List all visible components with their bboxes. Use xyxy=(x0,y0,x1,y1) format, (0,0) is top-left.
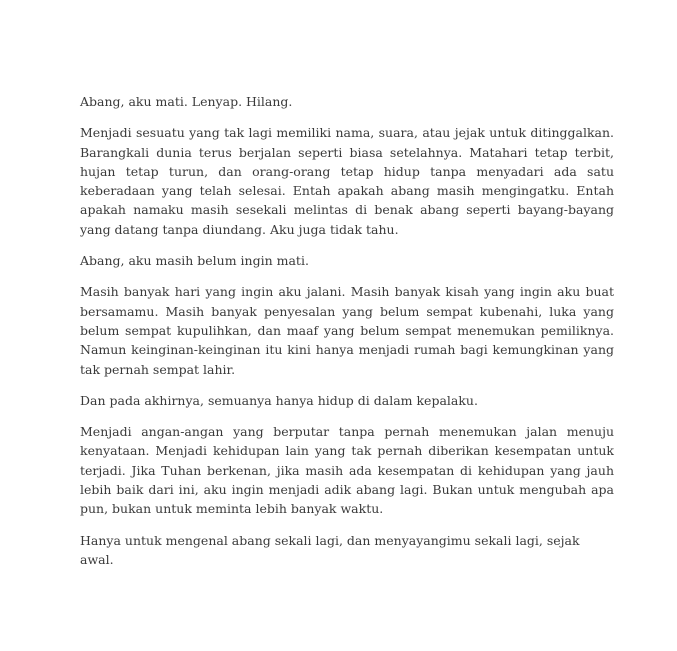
paragraph-1: Abang, aku mati. Lenyap. Hilang. xyxy=(80,94,293,109)
paragraph-6: Menjadi angan-angan yang berputar tanpa pernah menemukan jalan menuju kenyataan. Menjadi kehidupan lain yang tak pernah diberikan kesempatan untuk terjadi. Jika Tuhan berkenan, jika masih ada kesempatan di kehidupan yang jauh lebih baik dari ini, aku ingin menjadi adik abang lagi. Bukan untuk mengubah apa pun, bukan untuk meminta lebih banyak waktu. xyxy=(80,424,614,517)
paragraph-2: Menjadi sesuatu yang tak lagi memiliki nama, suara, atau jejak untuk ditinggalkan. Barangkali dunia terus berjalan seperti biasa setelahnya. Matahari tetap terbit, hujan tetap turun, dan orang-orang tetap hidup tanpa menyadari ada satu keberadaan yang telah selesai. Entah apakah abang masih mengingatku. Entah apakah namaku masih sesekali melintas di benak abang seperti bayang-bayang yang datang tanpa diundang. Aku juga tidak tahu. xyxy=(80,125,614,237)
paragraph-3: Abang, aku masih belum ingin mati. xyxy=(80,253,309,269)
document-body xyxy=(80,92,614,581)
paragraph-4: Masih banyak hari yang ingin aku jalani. Masih banyak kisah yang ingin aku buat bersamamu. Masih banyak penyesalan yang belum sempat kubenahi, luka yang belum sempat kupulihkan, dan maaf yang belum sempat menemukan pemiliknya. Namun keinginan-keinginan itu kini hanya menjadi rumah bagi kemungkinan yang tak pernah sempat lahir. xyxy=(80,284,614,377)
paragraph-5: Dan pada akhirnya, semuanya hanya hidup di dalam kepalaku. xyxy=(80,392,478,408)
paragraph-7: Hanya untuk mengenal abang sekali lagi, dan menyayangimu sekali lagi, sejak awal. xyxy=(80,532,580,567)
